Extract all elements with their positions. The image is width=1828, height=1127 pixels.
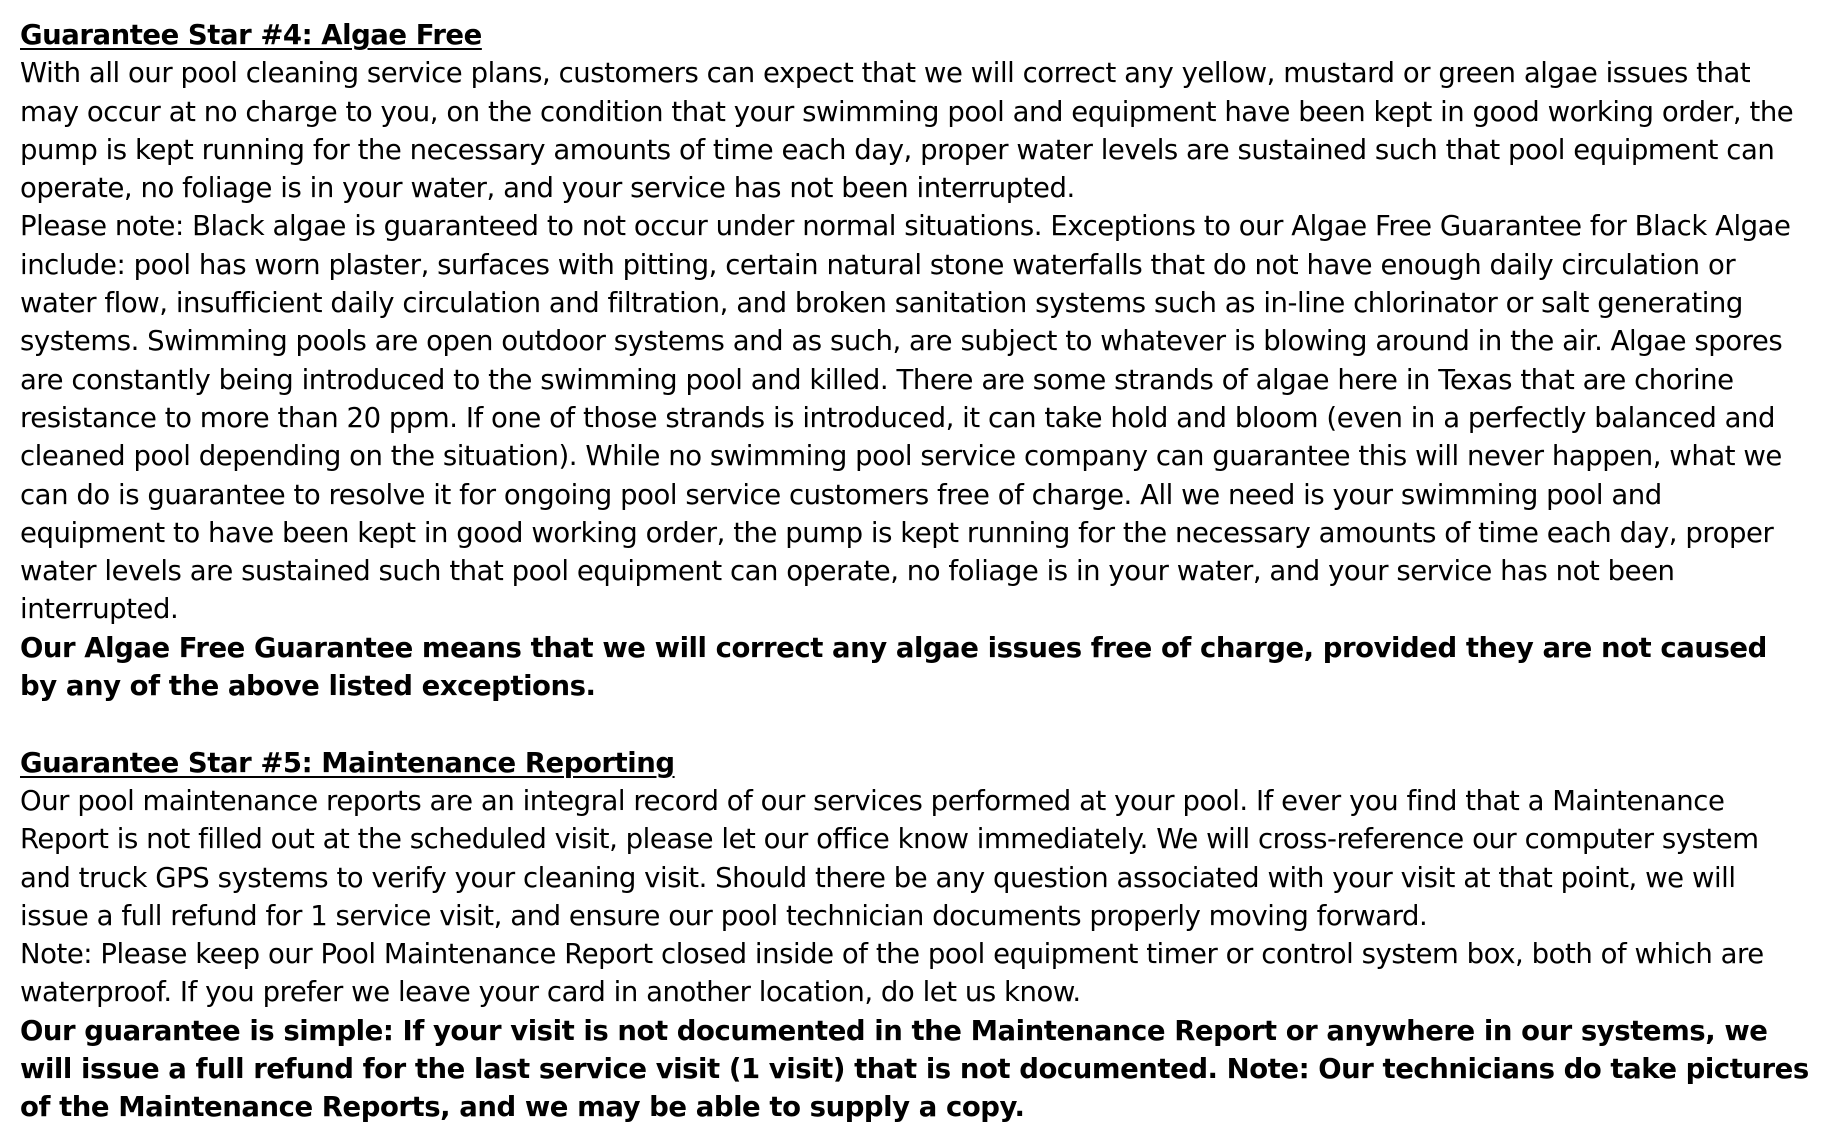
body-paragraph: Please note: Black algae is guaranteed to not occur under normal situations. Exceptions to our Algae Free Guarantee for Black Algae include: pool has worn plaster, surfaces with pitting, certain natural stone waterfalls that do not have enough daily circulation or water flow, insufficient daily circulation and filtration, and broken sanitation systems such as in-line chlorinator or salt generating systems. Swimming pools are open outdoor systems and as such, are subject to whatever is blowing around in the air. Algae spores are constantly being introduced to the swimming pool and killed. There are some strands of algae here in Texas that are chorine resistance to more than 20 ppm. If one of those strands is introduced, it can take hold and bloom (even in a perfectly balanced and cleaned pool depending on the situation). While no swimming pool service company can guarantee this will never happen, what we can do is guarantee to resolve it for ongoing pool service customers free of charge. All we need is your swimming pool and equipment to have been kept in good working order, the pump is kept running for the necessary amounts of time each day, proper water levels are sustained such that pool equipment can operate, no foliage is in your water, and your service has not been interrupted. bbox=[20, 210, 1791, 626]
body-paragraph: Our pool maintenance reports are an integral record of our services performed at your pool. If ever you find that a Maintenance Report is not filled out at the scheduled visit, please let our office know immediately. We will cross-reference our computer system and truck GPS systems to verify your cleaning visit. Should there be any question associated with your visit at that point, we will issue a full refund for 1 service visit, and ensure our pool technician documents properly moving forward. bbox=[20, 784, 1759, 932]
body-paragraph: With all our pool cleaning service plans, customers can expect that we will correct any yellow, mustard or green algae issues that may occur at no charge to you, on the condition that your swimming pool and equipment have been kept in good working order, the pump is kept running for the necessary amounts of time each day, proper water levels are sustained such that pool equipment can operate, no foliage is in your water, and your service has not been interrupted. bbox=[20, 57, 1794, 205]
guarantee-statement: Our Algae Free Guarantee means that we will correct any algae issues free of charge, provided they are not caused by any of the above listed exceptions. bbox=[20, 631, 1767, 703]
section-maintenance-reporting bbox=[20, 744, 1810, 1127]
body-paragraph: Note: Please keep our Pool Maintenance Report closed inside of the pool equipment timer or control system box, both of which are waterproof. If you prefer we leave your card in another location, do let us know. bbox=[20, 938, 1764, 1009]
section-heading: Guarantee Star #5: Maintenance Reporting bbox=[20, 746, 675, 779]
section-spacer bbox=[20, 705, 1810, 743]
guarantee-statement: Our guarantee is simple: If your visit is not documented in the Maintenance Report or anywhere in our systems, we will issue a full refund for the last service visit (1 visit) that is not documented. Note: Our technicians do take pictures of the Maintenance Reports, and we may be able to supply a copy. bbox=[20, 1014, 1809, 1124]
section-heading: Guarantee Star #4: Algae Free bbox=[20, 19, 482, 51]
section-algae-free bbox=[20, 16, 1810, 705]
